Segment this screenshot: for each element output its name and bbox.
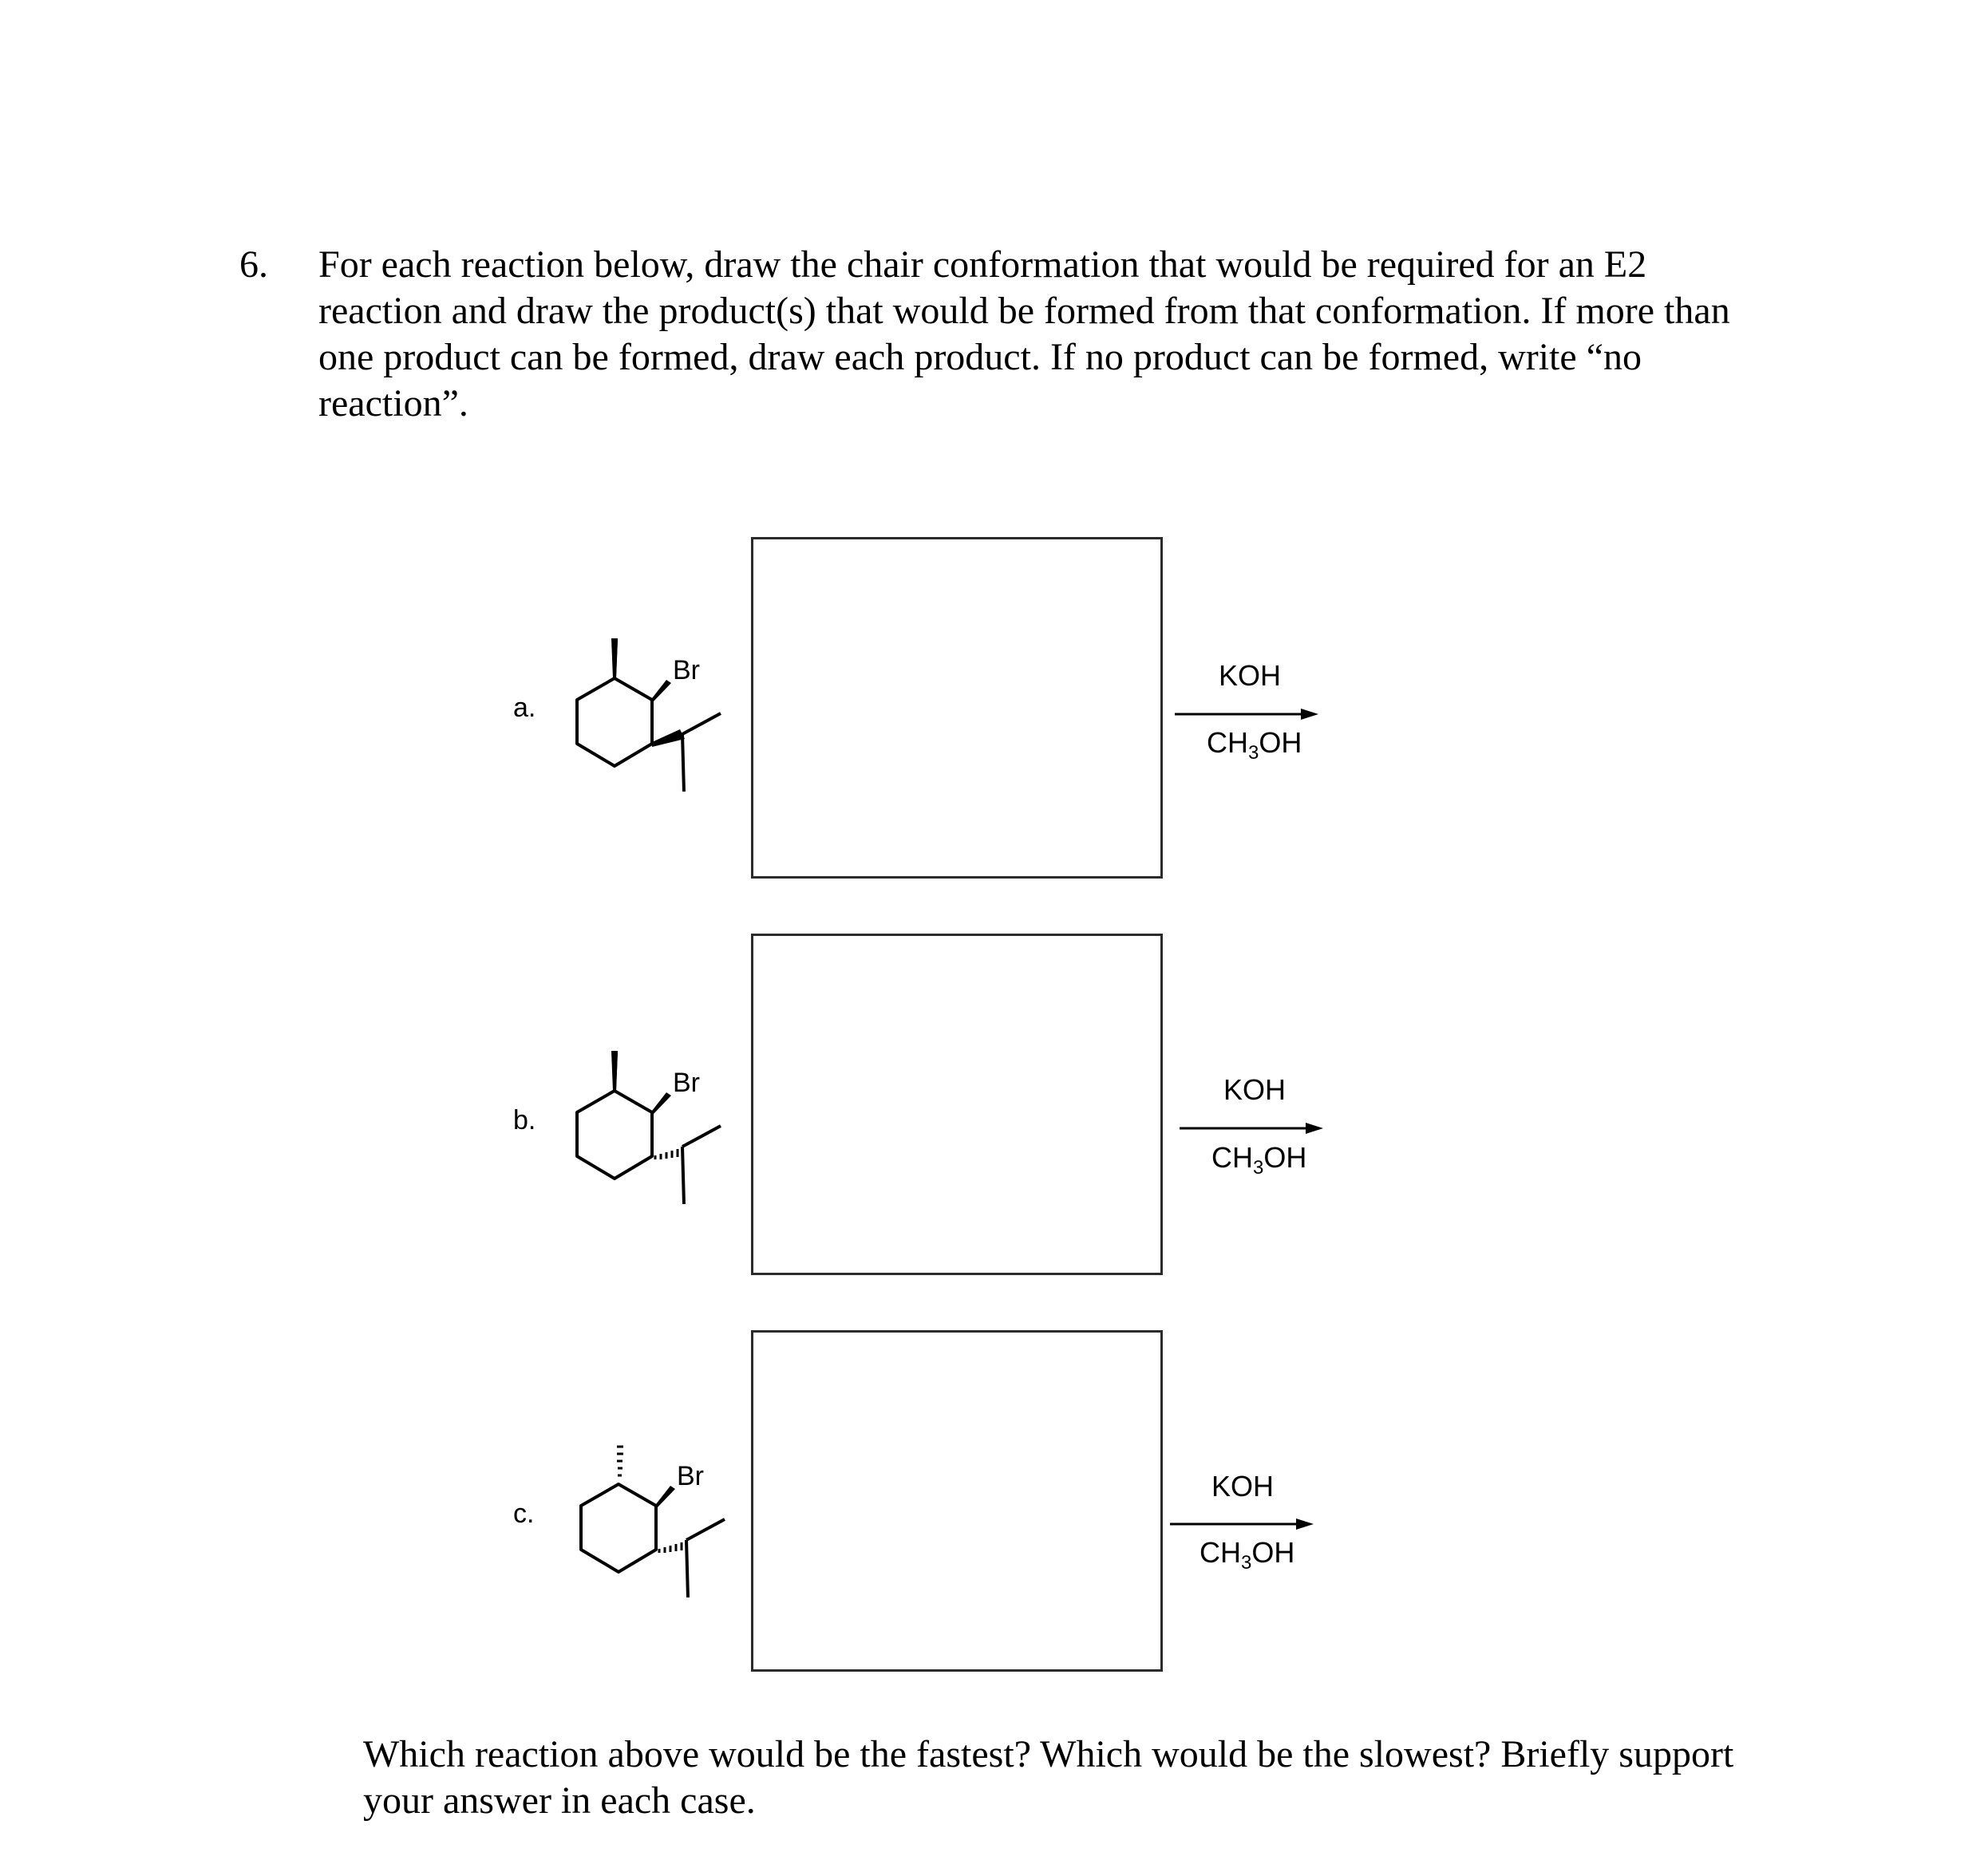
isopropyl-methyl-bond xyxy=(686,1540,688,1597)
br-atom-label: Br xyxy=(673,655,700,685)
question-line: one product can be formed, draw each product. If no product can be formed, write “no xyxy=(318,336,1642,378)
isopropyl-wedge-bond xyxy=(652,729,685,747)
br-wedge-bond xyxy=(656,1486,675,1509)
isopropyl-methyl-bond xyxy=(682,734,684,792)
reaction-a-reagent-bottom: $CH_3OH$ xyxy=(1207,726,1302,764)
question-number: 6. xyxy=(239,243,268,286)
br-atom-label: Br xyxy=(677,1461,704,1491)
reaction-b-label: b. xyxy=(513,1105,536,1135)
isopropyl-ch-bond xyxy=(686,1519,725,1540)
reaction-b-reagent-bottom: $CH_3OH$ xyxy=(1211,1141,1307,1179)
methyl-wedge-bond xyxy=(611,638,618,678)
reaction-a-answer-box[interactable] xyxy=(751,537,1163,879)
methyl-hash-bond xyxy=(617,1447,623,1475)
reaction-b-answer-box[interactable] xyxy=(751,934,1163,1275)
question-line: reaction and draw the product(s) that would be formed from that conformation. If more than xyxy=(318,290,1730,332)
question-line: For each reaction below, draw the chair conformation that would be required for an E2 xyxy=(318,243,1647,286)
isopropyl-ch-bond xyxy=(682,1126,721,1147)
br-atom-label: Br xyxy=(673,1068,700,1098)
isopropyl-hash-bond xyxy=(659,1542,682,1553)
followup-line: your answer in each case. xyxy=(363,1779,756,1822)
reaction-c-arrow xyxy=(1170,1516,1314,1532)
methyl-wedge-bond xyxy=(611,1051,618,1091)
cyclohexane-ring xyxy=(577,678,652,766)
followup-line: Which reaction above would be the fastest? Which would be the slowest? Briefly support xyxy=(363,1733,1734,1775)
reaction-b-structure xyxy=(559,1027,750,1218)
br-wedge-bond xyxy=(652,1092,671,1116)
isopropyl-ch-bond xyxy=(682,713,721,734)
isopropyl-methyl-bond xyxy=(682,1147,684,1204)
cyclohexane-ring xyxy=(581,1484,656,1572)
question-line: reaction”. xyxy=(318,382,468,425)
cyclohexane-ring xyxy=(577,1091,652,1179)
reaction-a-reagent-top: KOH xyxy=(1219,659,1282,692)
reaction-a-label: a. xyxy=(513,693,536,723)
reaction-b-arrow xyxy=(1180,1120,1323,1136)
reaction-c-reagent-top: KOH xyxy=(1211,1470,1275,1503)
question-text xyxy=(318,242,1835,427)
reaction-a-structure xyxy=(559,614,750,806)
reaction-c-reagent-bottom: $CH_3OH$ xyxy=(1200,1536,1295,1574)
br-wedge-bond xyxy=(652,680,671,703)
reaction-c-structure xyxy=(563,1420,754,1612)
reaction-a-arrow xyxy=(1175,706,1318,722)
followup-question xyxy=(363,1732,1879,1824)
reaction-c-label: c. xyxy=(513,1499,535,1529)
isopropyl-hash-bond xyxy=(655,1149,678,1159)
reaction-c-answer-box[interactable] xyxy=(751,1330,1163,1672)
reaction-b-reagent-top: KOH xyxy=(1223,1073,1286,1106)
